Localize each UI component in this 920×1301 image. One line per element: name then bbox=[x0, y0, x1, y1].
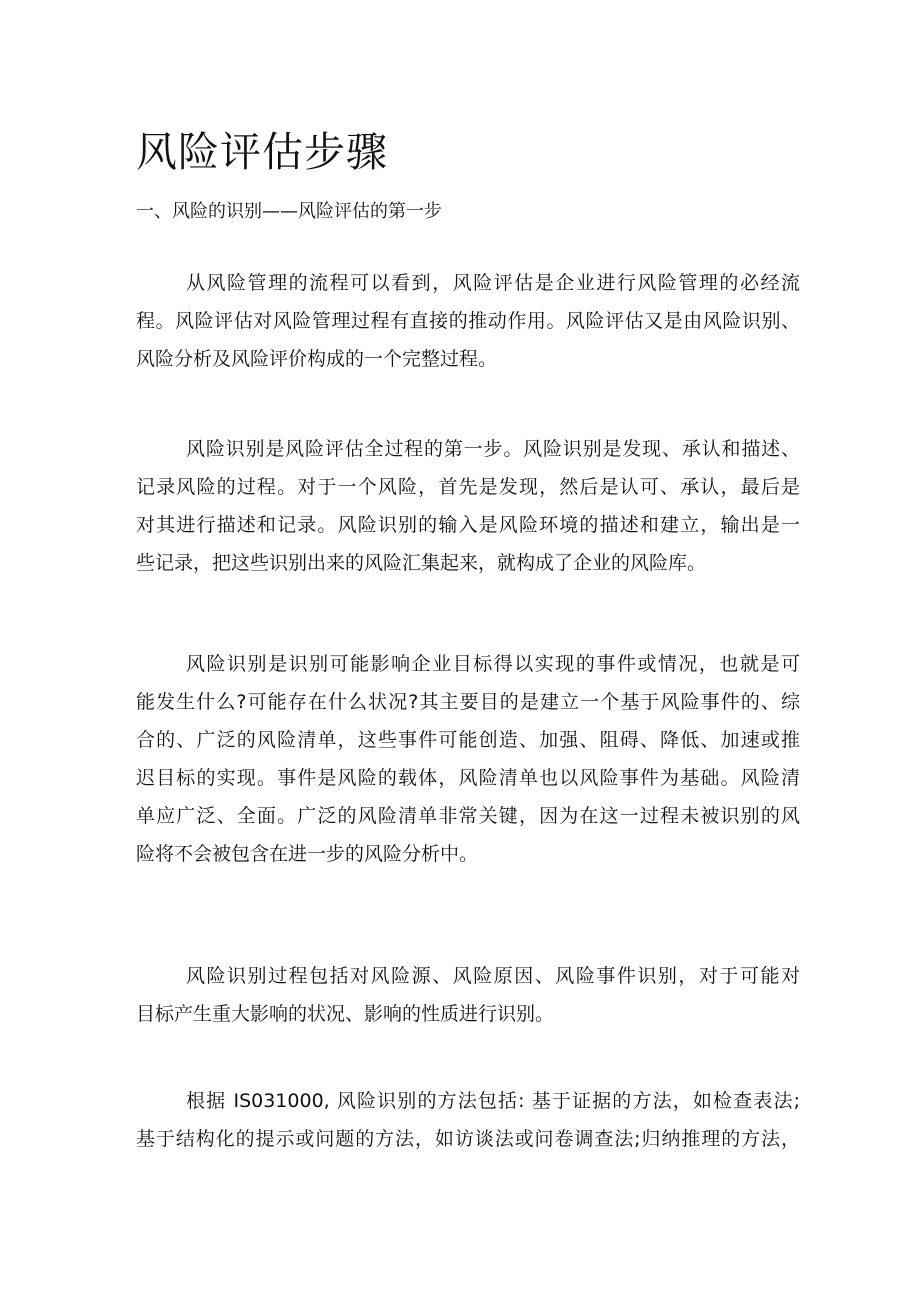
paragraph-line: 从风险管理的流程可以看到，风险评估是企业进行风险管理的必经流 bbox=[186, 272, 800, 294]
paragraph-line: 风险分析及风险评价构成的一个完整过程。 bbox=[136, 348, 498, 370]
paragraph-line: 程。风险评估对风险管理过程有直接的推动作用。风险评估又是由风险识别、 bbox=[136, 310, 800, 332]
section-heading: 一、风险的识别——风险评估的第一步 bbox=[136, 201, 442, 222]
paragraph-line: 迟目标的实现。事件是风险的载体，风险清单也以风险事件为基础。风险清 bbox=[136, 767, 800, 789]
paragraph-line: 记录风险的过程。对于一个风险，首先是发现，然后是认可、承认，最后是 bbox=[136, 476, 800, 498]
page-title: 风险评估步骤 bbox=[136, 128, 388, 176]
paragraph-5 bbox=[136, 1082, 800, 1158]
paragraph-line: 对其进行描述和记录。风险识别的输入是风险环境的描述和建立，输出是一 bbox=[136, 514, 800, 536]
paragraph-1 bbox=[136, 264, 800, 378]
paragraph-4 bbox=[136, 957, 800, 1033]
paragraph-2 bbox=[136, 430, 800, 582]
paragraph-line: 基于结构化的提示或问题的方法，如访谈法或问卷调查法;归纳推理的方法， bbox=[136, 1128, 800, 1150]
paragraph-line: 险将不会被包含在进一步的风险分析中。 bbox=[136, 843, 479, 865]
paragraph-line: 单应广泛、全面。广泛的风险清单非常关键，因为在这一过程未被识别的风 bbox=[136, 805, 800, 827]
paragraph-line: 合的、广泛的风险清单，这些事件可能创造、加强、阻碍、降低、加速或推 bbox=[136, 729, 800, 751]
paragraph-line: 风险识别过程包括对风险源、风险原因、风险事件识别，对于可能对 bbox=[186, 965, 800, 987]
paragraph-line: 风险识别是风险评估全过程的第一步。风险识别是发现、承认和描述、 bbox=[186, 438, 800, 460]
paragraph-line: 些记录，把这些识别出来的风险汇集起来，就构成了企业的风险库。 bbox=[136, 552, 707, 574]
paragraph-line: 根据 IS031000, 风险识别的方法包括: 基于证据的方法，如检查表法; bbox=[186, 1090, 800, 1112]
paragraph-3 bbox=[136, 645, 800, 873]
paragraph-line: 风险识别是识别可能影响企业目标得以实现的事件或情况，也就是可 bbox=[186, 653, 800, 675]
paragraph-line: 目标产生重大影响的状况、影响的性质进行识别。 bbox=[136, 1003, 555, 1025]
paragraph-line: 能发生什么?可能存在什么状况?其主要目的是建立一个基于风险事件的、综 bbox=[136, 691, 800, 713]
